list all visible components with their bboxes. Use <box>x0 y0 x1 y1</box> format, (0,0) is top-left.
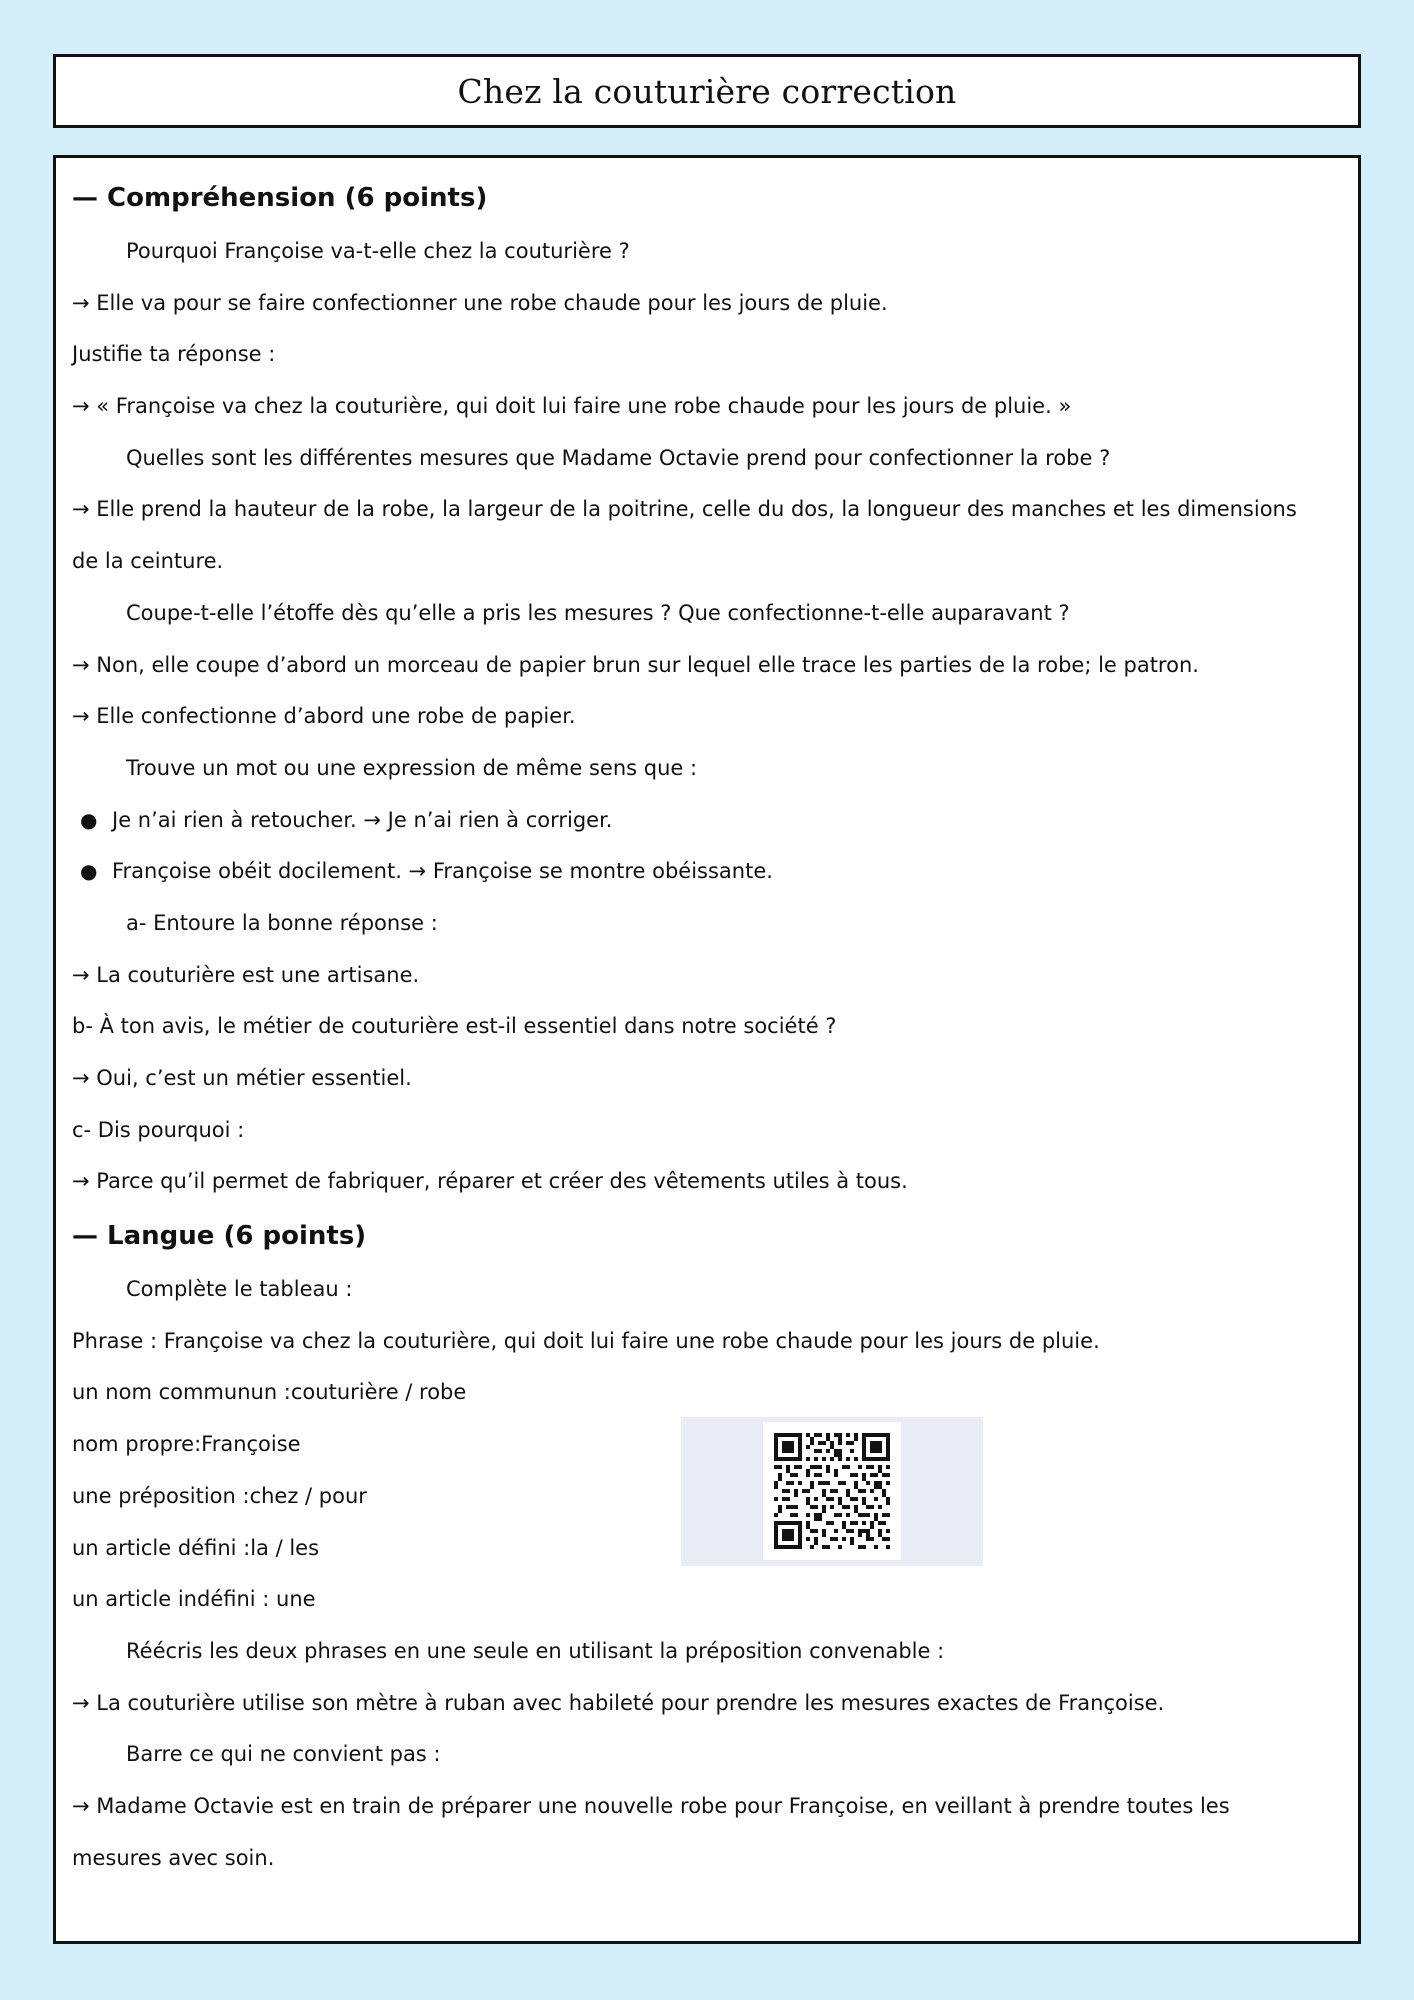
answer: → La couturière utilise son mètre à ruban avec habileté pour prendre les mesures exactes de Françoise. <box>72 1690 1165 1715</box>
page-title: Chez la couturière correction <box>457 71 957 111</box>
bullet-item <box>72 846 1342 898</box>
bullet-item <box>72 795 1342 847</box>
section-heading-langue: — Langue (6 points) <box>72 1221 367 1252</box>
bullet-icon: ● <box>80 807 98 832</box>
qr-code-card <box>763 1422 901 1560</box>
question: Justifie ta réponse : <box>72 342 276 367</box>
title-box <box>53 54 1361 128</box>
answer-continued: de la ceinture. <box>72 549 224 574</box>
section-heading-comprehension: — Compréhension (6 points) <box>72 183 488 213</box>
answer: → Madame Octavie est en train de préparer une nouvelle robe pour Françoise, en veillant à prendre toutes les <box>72 1793 1230 1818</box>
phrase: Phrase : Françoise va chez la couturière, qui doit lui faire une robe chaude pour les jours de pluie. <box>72 1328 1100 1353</box>
qr-code-icon <box>774 1433 890 1549</box>
table-entry: un article indéfini : une <box>72 1587 316 1612</box>
qr-code-panel <box>681 1417 983 1566</box>
table-entry: une préposition :chez / pour <box>72 1483 367 1508</box>
content-box <box>53 155 1361 1944</box>
question: Quelles sont les différentes mesures que Madame Octavie prend pour confectionner la robe ? <box>126 445 1111 470</box>
bullet-icon: ● <box>80 859 98 884</box>
answer: → Elle prend la hauteur de la robe, la largeur de la poitrine, celle du dos, la longueur des manches et les dimensions <box>72 497 1297 522</box>
question: Trouve un mot ou une expression de même sens que : <box>126 755 698 780</box>
answer: → Elle confectionne d’abord une robe de papier. <box>72 704 576 729</box>
question: Coupe-t-elle l’étoffe dès qu’elle a pris les mesures ? Que confectionne-t-elle auparavant ? <box>126 600 1070 625</box>
answer: → Elle va pour se faire confectionner une robe chaude pour les jours de pluie. <box>72 290 888 315</box>
table-entry: un nom communun :couturière / robe <box>72 1380 467 1405</box>
table-entry: nom propre:Françoise <box>72 1432 301 1457</box>
question: c- Dis pourquoi : <box>72 1117 245 1142</box>
question: Complète le tableau : <box>126 1277 353 1302</box>
question: Pourquoi Françoise va-t-elle chez la couturière ? <box>126 239 630 263</box>
bullet-text: Je n’ai rien à retoucher. → Je n’ai rien à corriger. <box>112 807 613 832</box>
question: Réécris les deux phrases en une seule en utilisant la préposition convenable : <box>126 1638 945 1663</box>
answer: → Oui, c’est un métier essentiel. <box>72 1066 412 1090</box>
question: Barre ce qui ne convient pas : <box>126 1742 441 1767</box>
worksheet-content <box>72 170 1342 1884</box>
answer: → Parce qu’il permet de fabriquer, réparer et créer des vêtements utiles à tous. <box>72 1169 908 1194</box>
question: a- Entoure la bonne réponse : <box>126 910 438 935</box>
answer: → La couturière est une artisane. <box>72 962 420 987</box>
question: b- À ton avis, le métier de couturière est-il essentiel dans notre société ? <box>72 1014 837 1039</box>
answer: → Non, elle coupe d’abord un morceau de papier brun sur lequel elle trace les parties de la robe; le patron. <box>72 652 1199 677</box>
answer: → « Françoise va chez la couturière, qui doit lui faire une robe chaude pour les jours de pluie. » <box>72 394 1072 419</box>
bullet-text: Françoise obéit docilement. → Françoise se montre obéissante. <box>112 859 773 884</box>
table-entry: un article défini :la / les <box>72 1535 320 1560</box>
answer-continued: mesures avec soin. <box>72 1845 275 1870</box>
